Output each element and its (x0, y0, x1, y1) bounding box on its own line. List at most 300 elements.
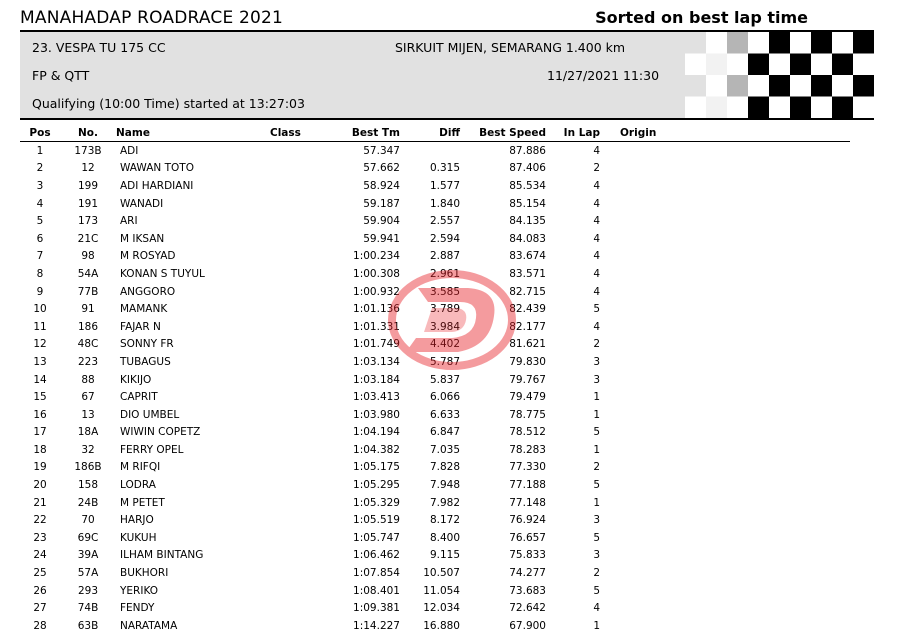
cell-diff: 2.594 (429, 232, 460, 245)
cell-speed: 87.886 (509, 144, 546, 157)
cell-origin (604, 388, 850, 406)
cell-no: 88 (81, 373, 95, 386)
cell-origin (604, 265, 850, 283)
cell-inlap: 5 (593, 479, 600, 492)
cell-best: 1:05.175 (353, 461, 400, 474)
cell-no: 173B (74, 144, 102, 157)
cell-origin (604, 300, 850, 318)
cell-pos: 8 (36, 267, 44, 280)
cell-diff: 6.633 (429, 408, 460, 421)
cell-class (270, 599, 340, 617)
cell-no: 199 (77, 179, 99, 192)
cell-best: 59.187 (363, 197, 400, 210)
session-info-panel (20, 30, 874, 120)
cell-name: ANGGORO (120, 285, 176, 298)
cell-origin (604, 177, 850, 195)
cell-no: 186B (74, 461, 102, 474)
cell-diff: 7.828 (429, 461, 460, 474)
cell-speed: 77.148 (509, 496, 546, 509)
cell-inlap: 4 (593, 267, 600, 280)
cell-name: M ROSYAD (120, 250, 176, 263)
cell-origin (604, 617, 850, 635)
cell-best: 57.662 (363, 162, 400, 175)
cell-class (270, 318, 340, 336)
table-row (20, 177, 850, 195)
cell-diff: 12.034 (423, 602, 460, 615)
cell-class (270, 494, 340, 512)
cell-name: FERRY OPEL (120, 443, 184, 456)
table-row (20, 318, 850, 336)
cell-pos: 28 (33, 619, 47, 632)
cell-no: 24B (77, 496, 99, 509)
cell-name: SONNY FR (120, 338, 174, 351)
cell-no: 74B (77, 602, 99, 615)
cell-class (270, 300, 340, 318)
cell-speed: 84.135 (509, 215, 546, 228)
cell-no: 70 (81, 514, 95, 527)
cell-inlap: 5 (593, 531, 600, 544)
cell-speed: 76.657 (509, 531, 546, 544)
col-speed-header: Best Speed (460, 125, 546, 142)
sort-label: Sorted on best lap time (595, 8, 808, 27)
cell-name: ADI (120, 144, 139, 157)
col-inlap-header: In Lap (546, 125, 604, 142)
col-diff-header: Diff (400, 125, 460, 142)
cell-diff: 2.887 (429, 250, 460, 263)
cell-inlap: 5 (593, 303, 600, 316)
cell-best: 1:05.295 (353, 479, 400, 492)
cell-best: 1:01.749 (353, 338, 400, 351)
cell-no: 54A (77, 267, 99, 280)
cell-speed: 82.439 (509, 303, 546, 316)
cell-class (270, 459, 340, 477)
cell-name: KONAN S TUYUL (120, 267, 205, 280)
table-row (20, 265, 850, 283)
cell-pos: 1 (36, 144, 44, 157)
cell-inlap: 4 (593, 285, 600, 298)
cell-pos: 10 (33, 303, 47, 316)
cell-class (270, 160, 340, 178)
table-row (20, 582, 850, 600)
cell-class (270, 142, 340, 160)
table-row (20, 459, 850, 477)
cell-class (270, 564, 340, 582)
checkered-flag-icon (685, 32, 874, 118)
cell-inlap: 4 (593, 320, 600, 333)
cell-pos: 7 (36, 250, 44, 263)
cell-best: 58.924 (363, 179, 400, 192)
table-row (20, 441, 850, 459)
cell-inlap: 4 (593, 250, 600, 263)
cell-origin (604, 459, 850, 477)
cell-origin (604, 511, 850, 529)
cell-inlap: 4 (593, 215, 600, 228)
cell-origin (604, 353, 850, 371)
cell-best: 1:04.194 (353, 426, 400, 439)
cell-class (270, 424, 340, 442)
cell-no: 173 (77, 215, 99, 228)
cell-origin (604, 599, 850, 617)
cell-origin (604, 195, 850, 213)
cell-inlap: 1 (593, 619, 600, 632)
table-row (20, 388, 850, 406)
cell-diff: 3.585 (429, 285, 460, 298)
table-row (20, 564, 850, 582)
col-best-header: Best Tm (340, 125, 400, 142)
cell-inlap: 4 (593, 144, 600, 157)
cell-class (270, 230, 340, 248)
cell-class (270, 617, 340, 635)
cell-speed: 75.833 (509, 549, 546, 562)
cell-best: 1:05.329 (353, 496, 400, 509)
cell-name: FENDY (120, 602, 155, 615)
cell-diff: 3.984 (429, 320, 460, 333)
cell-origin (604, 283, 850, 301)
cell-inlap: 1 (593, 496, 600, 509)
cell-speed: 82.715 (509, 285, 546, 298)
cell-inlap: 5 (593, 426, 600, 439)
cell-speed: 77.188 (509, 479, 546, 492)
cell-diff: 3.789 (429, 303, 460, 316)
cell-class (270, 441, 340, 459)
cell-name: KUKUH (120, 531, 157, 544)
cell-origin (604, 424, 850, 442)
cell-no: 77B (77, 285, 99, 298)
cell-diff: 16.880 (423, 619, 460, 632)
cell-name: HARJO (120, 514, 154, 527)
table-row (20, 230, 850, 248)
cell-diff (400, 142, 460, 160)
table-row (20, 248, 850, 266)
cell-pos: 16 (33, 408, 47, 421)
cell-name: ILHAM BINTANG (120, 549, 204, 562)
cell-class (270, 265, 340, 283)
cell-name: M IKSAN (120, 232, 165, 245)
cell-name: LODRA (120, 479, 156, 492)
cell-diff: 8.172 (429, 514, 460, 527)
cell-pos: 21 (33, 496, 47, 509)
cell-inlap: 3 (593, 514, 600, 527)
cell-inlap: 3 (593, 355, 600, 368)
cell-class (270, 336, 340, 354)
cell-speed: 85.154 (509, 197, 546, 210)
cell-name: NARATAMA (120, 619, 178, 632)
cell-pos: 27 (33, 602, 47, 615)
cell-diff: 5.837 (429, 373, 460, 386)
cell-speed: 83.571 (509, 267, 546, 280)
cell-name: CAPRIT (120, 391, 158, 404)
cell-inlap: 4 (593, 197, 600, 210)
cell-best: 1:00.308 (353, 267, 400, 280)
table-row (20, 494, 850, 512)
cell-name: DIO UMBEL (120, 408, 180, 421)
cell-best: 1:07.854 (353, 567, 400, 580)
cell-speed: 74.277 (509, 567, 546, 580)
cell-speed: 79.479 (509, 391, 546, 404)
cell-pos: 15 (33, 391, 47, 404)
cell-pos: 11 (33, 320, 47, 333)
cell-speed: 67.900 (509, 619, 546, 632)
cell-inlap: 4 (593, 232, 600, 245)
cell-name: YERIKO (120, 584, 159, 597)
session-detail: Qualifying (10:00 Time) started at 13:27:03 (32, 96, 305, 111)
cell-class (270, 371, 340, 389)
table-row (20, 300, 850, 318)
cell-best: 1:03.980 (353, 408, 400, 421)
cell-diff: 2.557 (429, 215, 460, 228)
cell-speed: 78.512 (509, 426, 546, 439)
cell-class (270, 283, 340, 301)
table-row (20, 406, 850, 424)
cell-no: 67 (81, 391, 95, 404)
cell-diff: 6.066 (429, 391, 460, 404)
cell-no: 48C (77, 338, 99, 351)
col-pos-header: Pos (20, 125, 60, 142)
cell-origin (604, 371, 850, 389)
cell-inlap: 4 (593, 179, 600, 192)
cell-diff: 6.847 (429, 426, 460, 439)
cell-speed: 73.683 (509, 584, 546, 597)
cell-best: 1:06.462 (353, 549, 400, 562)
cell-inlap: 2 (593, 162, 600, 175)
col-class-header: Class (270, 125, 340, 142)
report-title: MANAHADAP ROADRACE 2021 (20, 8, 284, 28)
cell-origin (604, 494, 850, 512)
table-row (20, 529, 850, 547)
cell-no: 13 (81, 408, 95, 421)
cell-diff: 7.035 (429, 443, 460, 456)
cell-origin (604, 564, 850, 582)
cell-diff: 8.400 (429, 531, 460, 544)
cell-diff: 9.115 (429, 549, 460, 562)
cell-class (270, 177, 340, 195)
table-row (20, 283, 850, 301)
cell-best: 57.347 (363, 144, 400, 157)
cell-origin (604, 529, 850, 547)
circuit-name: SIRKUIT MIJEN, SEMARANG 1.400 km (395, 40, 626, 55)
cell-pos: 22 (33, 514, 47, 527)
cell-best: 1:03.134 (353, 355, 400, 368)
cell-best: 1:09.381 (353, 602, 400, 615)
cell-no: 223 (77, 355, 99, 368)
cell-origin (604, 212, 850, 230)
cell-no: 293 (77, 584, 99, 597)
cell-name: ARI (120, 215, 138, 228)
cell-name: FAJAR N (120, 320, 161, 333)
table-row (20, 160, 850, 178)
cell-origin (604, 160, 850, 178)
cell-name: M PETET (120, 496, 165, 509)
cell-pos: 6 (36, 232, 44, 245)
cell-diff: 2.961 (429, 267, 460, 280)
cell-pos: 17 (33, 426, 47, 439)
cell-pos: 13 (33, 355, 47, 368)
cell-pos: 5 (36, 215, 44, 228)
cell-speed: 82.177 (509, 320, 546, 333)
table-row (20, 424, 850, 442)
table-row (20, 336, 850, 354)
table-header-row (20, 125, 850, 142)
cell-inlap: 3 (593, 549, 600, 562)
cell-best: 1:00.234 (353, 250, 400, 263)
cell-name: BUKHORI (120, 567, 169, 580)
cell-diff: 11.054 (423, 584, 460, 597)
table-row (20, 195, 850, 213)
cell-best: 1:04.382 (353, 443, 400, 456)
cell-class (270, 529, 340, 547)
cell-origin (604, 142, 850, 160)
cell-diff: 4.402 (429, 338, 460, 351)
cell-pos: 3 (36, 179, 44, 192)
cell-origin (604, 406, 850, 424)
cell-class (270, 248, 340, 266)
cell-origin (604, 318, 850, 336)
cell-no: 32 (81, 443, 95, 456)
cell-name: MAMANK (120, 303, 168, 316)
cell-pos: 14 (33, 373, 47, 386)
cell-name: ADI HARDIANI (120, 179, 194, 192)
cell-pos: 26 (33, 584, 47, 597)
cell-diff: 1.577 (429, 179, 460, 192)
cell-origin (604, 547, 850, 565)
table-row (20, 142, 850, 160)
cell-pos: 2 (36, 162, 44, 175)
cell-class (270, 547, 340, 565)
cell-no: 186 (77, 320, 99, 333)
cell-no: 39A (77, 549, 99, 562)
cell-best: 59.904 (363, 215, 400, 228)
cell-pos: 24 (33, 549, 47, 562)
event-name: 23. VESPA TU 175 CC (32, 40, 166, 55)
cell-name: KIKIJO (120, 373, 152, 386)
cell-no: 63B (77, 619, 99, 632)
cell-best: 1:05.519 (353, 514, 400, 527)
cell-name: WIWIN COPETZ (120, 426, 201, 439)
cell-best: 1:01.331 (353, 320, 400, 333)
cell-speed: 78.775 (509, 408, 546, 421)
cell-class (270, 511, 340, 529)
cell-origin (604, 582, 850, 600)
cell-class (270, 388, 340, 406)
cell-name: WAWAN TOTO (120, 162, 194, 175)
table-row (20, 511, 850, 529)
cell-best: 1:14.227 (353, 619, 400, 632)
cell-diff: 7.982 (429, 496, 460, 509)
cell-speed: 85.534 (509, 179, 546, 192)
cell-diff: 0.315 (429, 162, 460, 175)
table-row (20, 476, 850, 494)
cell-best: 1:03.413 (353, 391, 400, 404)
cell-class (270, 406, 340, 424)
cell-best: 1:08.401 (353, 584, 400, 597)
cell-no: 57A (77, 567, 99, 580)
cell-inlap: 5 (593, 584, 600, 597)
cell-pos: 4 (36, 197, 44, 210)
cell-no: 18A (77, 426, 99, 439)
cell-pos: 9 (36, 285, 44, 298)
cell-best: 1:00.932 (353, 285, 400, 298)
table-row (20, 212, 850, 230)
cell-speed: 87.406 (509, 162, 546, 175)
cell-inlap: 4 (593, 602, 600, 615)
cell-best: 1:01.136 (353, 303, 400, 316)
table-row (20, 547, 850, 565)
cell-pos: 18 (33, 443, 47, 456)
cell-inlap: 3 (593, 373, 600, 386)
cell-speed: 77.330 (509, 461, 546, 474)
cell-origin (604, 441, 850, 459)
cell-origin (604, 248, 850, 266)
cell-diff: 1.840 (429, 197, 460, 210)
cell-inlap: 1 (593, 391, 600, 404)
cell-no: 69C (77, 531, 99, 544)
cell-pos: 25 (33, 567, 47, 580)
cell-best: 59.941 (363, 232, 400, 245)
cell-class (270, 353, 340, 371)
col-no-header: No. (60, 125, 116, 142)
cell-class (270, 582, 340, 600)
cell-pos: 19 (33, 461, 47, 474)
cell-no: 158 (77, 479, 99, 492)
cell-pos: 20 (33, 479, 47, 492)
table-row (20, 617, 850, 635)
cell-best: 1:03.184 (353, 373, 400, 386)
col-origin-header: Origin (604, 125, 850, 142)
table-row (20, 353, 850, 371)
cell-origin (604, 336, 850, 354)
cell-name: M RIFQI (120, 461, 161, 474)
cell-no: 91 (81, 303, 95, 316)
cell-speed: 76.924 (509, 514, 546, 527)
col-name-header: Name (116, 125, 270, 142)
cell-inlap: 1 (593, 408, 600, 421)
cell-speed: 79.767 (509, 373, 546, 386)
cell-diff: 5.787 (429, 355, 460, 368)
cell-speed: 79.830 (509, 355, 546, 368)
cell-inlap: 1 (593, 443, 600, 456)
cell-speed: 84.083 (509, 232, 546, 245)
cell-name: WANADI (120, 197, 164, 210)
cell-pos: 23 (33, 531, 47, 544)
table-row (20, 599, 850, 617)
cell-class (270, 195, 340, 213)
cell-inlap: 2 (593, 461, 600, 474)
cell-class (270, 476, 340, 494)
cell-inlap: 2 (593, 567, 600, 580)
cell-origin (604, 476, 850, 494)
cell-pos: 12 (33, 338, 47, 351)
cell-best: 1:05.747 (353, 531, 400, 544)
cell-no: 12 (81, 162, 95, 175)
session-datetime: 11/27/2021 11:30 (547, 68, 660, 83)
cell-name: TUBAGUS (120, 355, 171, 368)
cell-inlap: 2 (593, 338, 600, 351)
cell-speed: 78.283 (509, 443, 546, 456)
cell-speed: 72.642 (509, 602, 546, 615)
results-table (20, 125, 850, 635)
cell-no: 191 (77, 197, 99, 210)
cell-speed: 81.621 (509, 338, 546, 351)
cell-no: 98 (81, 250, 95, 263)
cell-no: 21C (77, 232, 99, 245)
cell-class (270, 212, 340, 230)
session-type: FP & QTT (32, 68, 90, 83)
cell-speed: 83.674 (509, 250, 546, 263)
cell-origin (604, 230, 850, 248)
cell-diff: 10.507 (423, 567, 460, 580)
table-row (20, 371, 850, 389)
cell-diff: 7.948 (429, 479, 460, 492)
